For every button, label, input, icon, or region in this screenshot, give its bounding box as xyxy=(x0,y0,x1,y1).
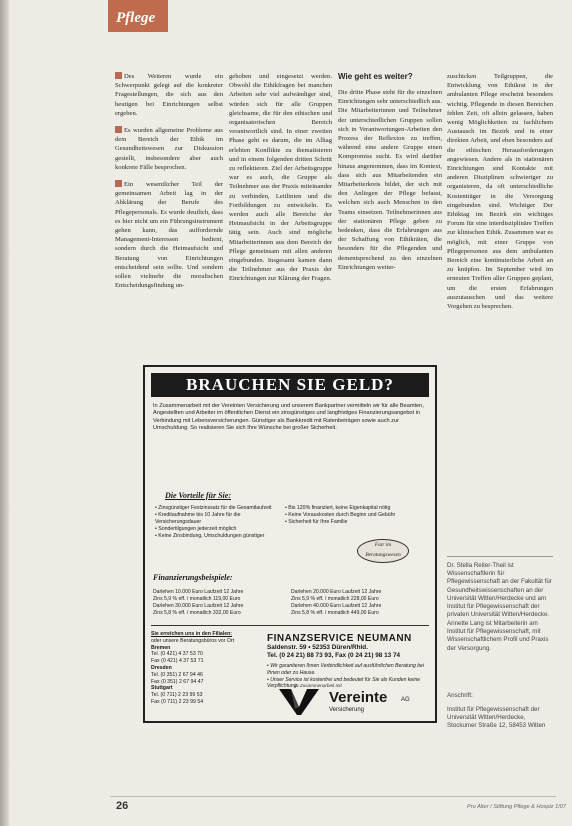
logo-ag: AG xyxy=(401,697,410,703)
list-item: • Unser Service ist kostenfrei und bedeutet für Sie als Kunden keine Verpflichtung. xyxy=(267,677,427,691)
paragraph: gehoben und eingesetzt werden. Obwohl die Ethikfragen bei manchen Arbeiten sehr viel aufwändiger sind, würden sich für alle Gruppen gleichsame, die für den ethischen und organisatorischen Bereich verantwortlich sind. In einer zweiten Phase geht es darum, die im Alltag erlebten Konflikte zu thematisieren und in einem folgenden dritten Schritt zu reflektieren. Ziel der Arbeitsgruppe war es auch, die Gruppe als Teilnehmer aus der Praxis miteinander zu verbinden, Leitlinien und die Fortbildungen zu entwickeln. Es werden auch alle Bereiche der Heimaufsicht in der Arbeitsgruppe tätig sein. Auch sind mögliche Mitarbeiterinnen aus dem Bereich der Pflege gemeinsam mit allen anderen eingebunden. Insgesamt kamen dann die Teilnehmer aus der Praxis der Einrichtungen zur Klärung der Fragen. xyxy=(229,73,332,283)
list-item: • Sicherheit für Ihre Familie xyxy=(285,519,425,526)
quality-seal: Fair im Beratungswesen xyxy=(357,539,409,563)
list-item: • Keine Vorauskosten durch Beginn und Gebühr xyxy=(285,512,425,519)
section-label: Pflege xyxy=(116,10,156,26)
footer-source: Pro Alter / Stiftung Pflege & Hospiz 1/07 xyxy=(467,804,566,810)
ad-examples-right: Darlehen 20.000 Euro Laufzeit 12 Jahre Zins 5,9 % eff. / monatlich 228,00 Euro Darlehen 40.000 Euro Laufzeit 12 Jahre Zins 5,8 % eff. / monatlich 449,00 Euro xyxy=(291,589,382,616)
logo-caption: in Zusammenarbeit mit xyxy=(295,683,342,688)
paragraph: Des Weiteren wurde ein Schwerpunkt gelegt auf die konkreter Fragestellungen, die sich aus den heutigen bei Einrichtungen selbst ergeben. xyxy=(115,73,223,117)
vereinte-logo xyxy=(277,687,427,717)
ad-benefits-heading: Die Vorteile für Sie: xyxy=(165,491,231,500)
column-heading: Wie geht es weiter? xyxy=(338,72,413,81)
column-2 xyxy=(229,72,332,292)
firm-address: Saldenstr. 59 • 52353 Düren/Rhld. xyxy=(267,644,368,651)
list-item: • Zinsgünstiger Festzinssatz für die Gesamtlaufzeit xyxy=(155,505,279,512)
author-note-2: Annette Lang ist Mitarbeiterin am Institut für Pflegewissenschaft, mit Wissenschaftlichem Profil und Praxis der Versorgung. xyxy=(447,620,549,652)
advertisement xyxy=(143,365,437,723)
paragraph: Die dritte Phase steht für die einzelnen Einrichtungen sehr unterschiedlich aus. Die Mitarbeiterinnen und Teilnehmer der unterschiedlichen Gruppen sollen sich in Verantwortungen-Arbeiten den Prozess der Reflexion zu treffen, während eine andere Gruppe einen Kompromiss sucht. Es wird darüber hinaus angenommen, dass im Kontext, dass sich aus Mitarbeitenden ein Mitarbeiterkreis bildet, der sich mit den Anliegen der Pflege befasst, welchen sich auch Menschen in den Teams einsetzen. Teilnehmerinnen aus der stationären Pflege geben zu bedenken, dass die Erfahrungen aus der Schaffung von Ethikräten, die besonders für die Pflegenden und dementsprechend zu den einzelnen Einrichtungen weiter- xyxy=(338,89,443,271)
column-4 xyxy=(447,72,553,319)
list-item: • Kreditaufnahme bis 10 Jahre für die Versicherungsdauer xyxy=(155,512,279,526)
page-gutter-shadow xyxy=(0,0,10,826)
paragraph: zuschicken Teilgruppen, die Entwicklung von Ethikrat in der ambulanten Pflege erscheint besonders wichtig. Pflegende in diesen Bereichen fehlen Zeit, oft allein gelassen, haben wenig Möglichkeiten zu fachlichem Austausch im Bezirk und in einer direkten Arbeit, und eben besonders auf die ethischen Herausforderungen angewiesen. Andere als in stationären Einrichtungen sind Kontakte mit anderen Disziplinen schwieriger zu organisieren, da oft unterschiedliche Kostenträger in die Versorgung eingebunden sind. Wichtiger Der Ethiktag im Bezirk ein wichtiges Forum für eine interdisziplinäre Treffen zur klinischen Ethik. Zusammen war es möglich, mit einer Gruppe von Pflegepersonen aus dem ambulanten Bereich eine kontinuierliche Arbeit an zu knüpfen. Im September wird im erneuten Treffen aller Gruppen geplant, um die ersten Erfahrungen auszutauschen und das weitere Vorgehen zu besprechen. xyxy=(447,73,553,311)
firm-phone: Tel. (0 24 21) 88 73 93, Fax (0 24 21) 98 13 74 xyxy=(267,652,401,660)
vereinte-logo-icon xyxy=(277,687,321,717)
bullet-marker-icon xyxy=(115,72,122,79)
list-item: • Bis 120% finanziert, keine Eigenkapital nötig xyxy=(285,505,425,512)
ad-firm xyxy=(267,633,431,660)
bullet-marker-icon xyxy=(115,180,122,187)
ad-divider xyxy=(151,625,429,626)
list-item: • Keine Zinsbindung, Umschuldungen günstiger xyxy=(155,533,279,540)
contact-address: Institut für Pflegewissenschaft der Universität Witten/Herdecke, Stockumer Straße 12, 58453 Witten xyxy=(447,706,546,730)
divider xyxy=(447,556,553,557)
logo-tag: Versicherung xyxy=(329,707,365,713)
ad-examples-left: Darlehen 10.000 Euro Laufzeit 12 Jahre Zins 5,9 % eff. / monatlich 119,00 Euro Darlehen 30.000 Euro Laufzeit 12 Jahre Zins 5,8 % eff. / monatlich 332,00 Euro xyxy=(153,589,244,616)
page-number: 26 xyxy=(116,800,129,812)
ad-benefits-left xyxy=(155,505,279,540)
section-header xyxy=(108,0,168,32)
paragraph: Es wurden allgemeine Probleme aus dem Bereich der Ethik im Gesundheitswesen zur Diskussion gestellt, insbesondere aber auch konkrete Fälle besprochen. xyxy=(115,127,223,171)
paragraph: Ein wesentlicher Teil der gemeinsamen Arbeit lag in der Abklärung der Berufe des Pflegepersonals. Es wurde deutlich, dass es hier nicht um ein Führungsinstrument gehen kann, das auffordernde Management-Interessen bedient, sondern durch die Heimaufsicht und Beratung von Einrichtungen entscheidend sein sollte. Und sondern sollen vielmehr die moralischen Entscheidungsfindung un- xyxy=(115,181,223,290)
ad-offices: Sie erreichen uns in den Filialen: oder unsere Beratungsbüros vor Ort Bremen Tel. (0 421) 4 37 53 70 Fax (0 421) 4 37 53 71 Dresden Tel. (0 351) 2 67 94 46 Fax (0 351) 2 67 94 47 Stuttgart Tel. (0 711) 2 23 99 53 Fax (0 711) 2 23 99 54 xyxy=(151,631,235,705)
contact-heading: Anschrift: xyxy=(447,692,473,699)
logo-word: Vereinte xyxy=(329,689,388,706)
author-note: Dr. Stella Reiter-Theil ist Wissenschaftlerin für Pflegewissenschaft an der Fakultät für Gesundheitswissenschaften an der Universität Witten/Herdecke und am Institut für Pflegewissenschaft der privaten Universität Witten/Herdecke. xyxy=(447,562,552,619)
footer-rule xyxy=(110,796,556,797)
ad-benefits-right xyxy=(285,505,425,526)
ad-intro: In Zusammenarbeit mit der Vereinten Versicherung und unserem Bankpartner vermitteln wir für alle Beamten, Angestellten und Arbeiter im öffentlichen Dienst ein zinsgünstiges und langfristiges Finanzierungsangebot in Verbindung mit Lebensversicherungen. Günstiger als Bankkredit mit Ratenbeträgen sowie auch zur Umschuldung. So realisieren Sie sich Ihre Wünsche bei großer Sicherheit. xyxy=(153,403,424,432)
ad-headline: BRAUCHEN SIE GELD? xyxy=(151,373,429,397)
firm-name: FINANZSERVICE NEUMANN xyxy=(267,633,412,644)
list-item: • Sondertilgungen jederzeit möglich xyxy=(155,526,279,533)
bullet-marker-icon xyxy=(115,126,122,133)
column-3 xyxy=(338,72,442,280)
list-item: • Wir garantieren Ihnen Verbindlichkeit auf ausführlichen Beratung bei Ihnen oder zu Hause. xyxy=(267,663,427,677)
column-1 xyxy=(115,72,223,298)
ad-examples-heading: Finanzierungsbeispiele: xyxy=(153,573,233,582)
